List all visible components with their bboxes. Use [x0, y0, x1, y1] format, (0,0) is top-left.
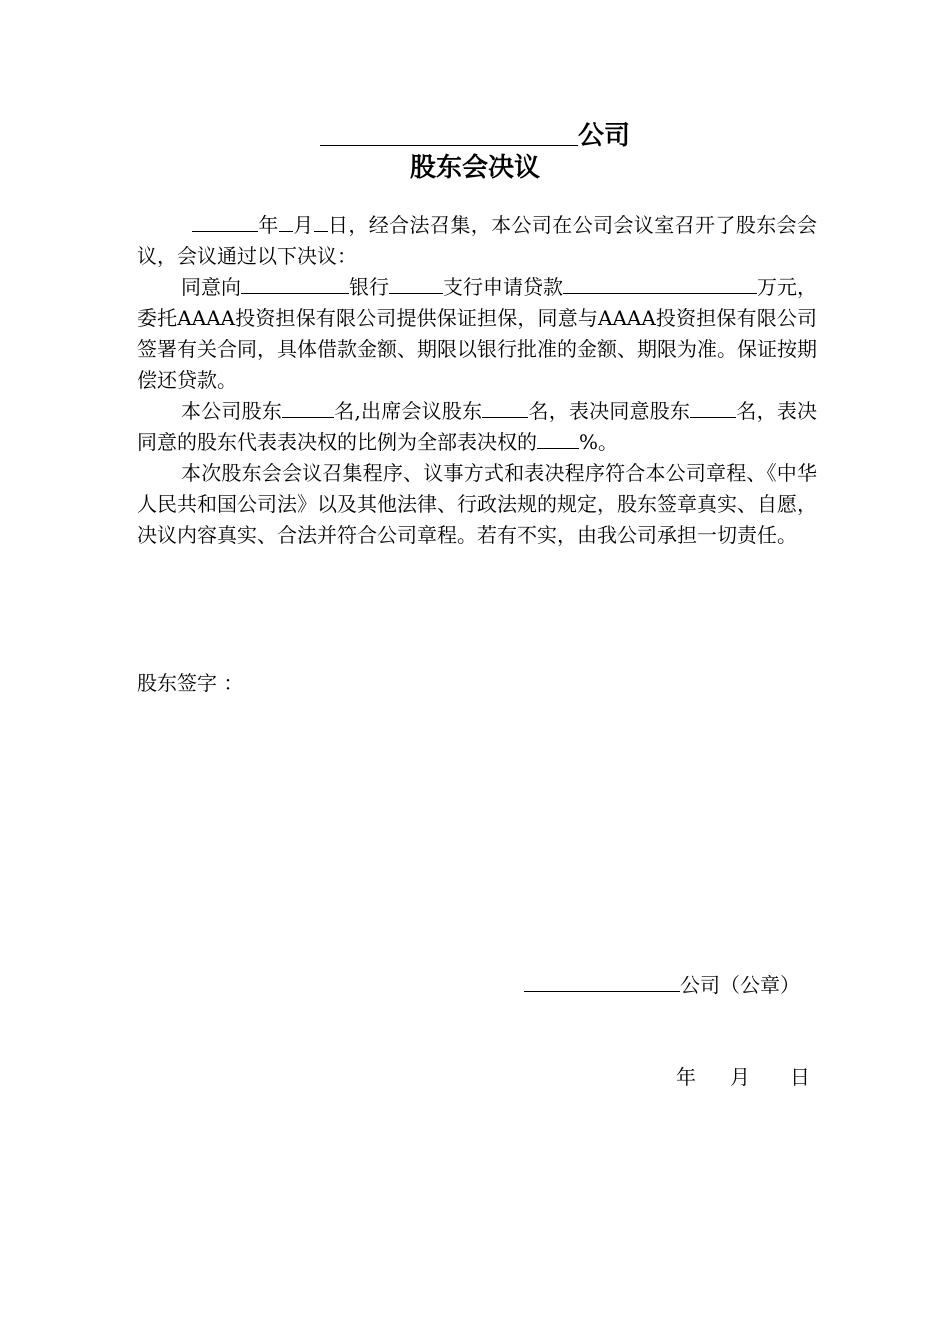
document-title: 股东会决议 [409, 153, 540, 183]
date-month: 月 [730, 1065, 750, 1089]
paragraph-voting: 本公司股东 名,出席会议股东 名，表决同意股东 名，表决同意的股东代表表决权的比例为全部表决权的 %。 [137, 396, 817, 458]
company-name-blank [320, 119, 578, 146]
loan-amount-blank [563, 272, 757, 294]
date-day: 日 [790, 1065, 810, 1089]
paragraph-compliance: 本次股东会会议召集程序、议事方式和表决程序符合本公司章程、《中华人民共和国公司法》以及其他法律、行政法规的规定，股东签章真实、自愿，决议内容真实、合法并符合公司章程。若有不实，由我公司承担一切责任。 [137, 461, 817, 547]
paragraph-loan-resolution: 同意向 银行 支行申请贷款 万元，委托AAAA投资担保有限公司提供保证担保，同意与AAAA投资担保有限公司签署有关合同，具体借款金额、期限以银行批准的金额、期限为准。保证按期偿还贷款。 [137, 272, 817, 396]
date-line [676, 1062, 810, 1093]
bank-blank [241, 272, 349, 294]
seal-company-blank [524, 970, 680, 992]
document-body [137, 210, 817, 551]
vote-percent-blank [537, 427, 579, 449]
company-seal-label: 公司（公章） [680, 973, 800, 997]
date-year: 年 [676, 1065, 696, 1089]
month-blank [279, 210, 293, 232]
approving-count-blank [690, 396, 736, 418]
shareholder-signature-label: 股东签字 ： [137, 671, 244, 695]
paragraph-meeting-info: 年 月 日，经合法召集，本公司在公司会议室召开了股东会会议，会议通过以下决议： [137, 210, 817, 272]
day-blank [314, 210, 328, 232]
shareholder-count-blank [282, 396, 334, 418]
company-seal-line [524, 970, 800, 1001]
year-blank [192, 210, 258, 232]
attending-count-blank [482, 396, 528, 418]
branch-blank [389, 272, 443, 294]
company-suffix: 公司 [577, 121, 630, 151]
